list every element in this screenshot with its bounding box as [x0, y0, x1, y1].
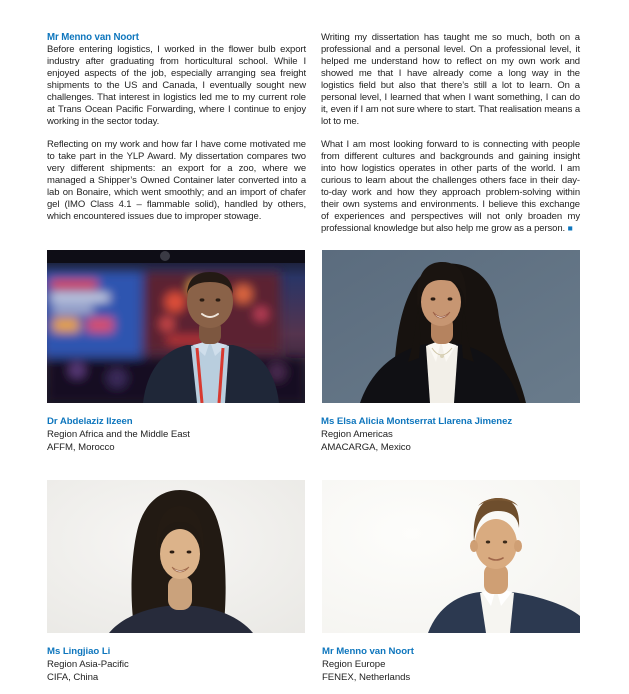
portrait-illustration-lingjiao — [47, 480, 305, 633]
profile-name: Ms Lingjiao Li — [47, 646, 111, 657]
article-paragraph: Reflecting on my work and how far I have come motivated me to take part in the YLP Award. My dissertation compares two very different shipments: an export for a zoo, where we managed a Shipper’s Owned Container later converted into a lab on Bonaire, which went smoothly; and an import of chafer gel (IMO Class 4.1 – flammable solid), handled by others, which encountered issues due to improper stowage. — [47, 139, 306, 222]
profile-name: Mr Menno van Noort — [322, 646, 414, 657]
profile-name: Ms Elsa Alicia Montserrat Llarena Jimenez — [321, 416, 513, 427]
profile-region: Region Africa and the Middle East — [47, 429, 190, 440]
portrait-illustration-menno — [322, 480, 580, 633]
profile-org: FENEX, Netherlands — [322, 672, 411, 683]
profile-org: CIFA, China — [47, 672, 99, 683]
article-paragraph: Before entering logistics, I worked in the flower bulb export industry after graduating from horticultural school. While I enjoyed aspects of the job, especially arranging sea freight shipments to the US and Canada, I eventually sought new challenges. That interest in logistics led me to my current role at Trans Ocean Pacific Forwarding, where I continue to enjoy working in the sector today. — [47, 44, 306, 127]
profile-region: Region Americas — [321, 429, 393, 440]
portrait-illustration-abdelaziz — [47, 250, 305, 403]
article-left-column — [47, 32, 306, 223]
caption-lingjiao — [47, 645, 309, 684]
article-right-column — [321, 32, 580, 235]
profile-name: Dr Abdelaziz Ilzeen — [47, 416, 133, 427]
profile-region: Region Asia-Pacific — [47, 659, 129, 670]
profile-photo-abdelaziz — [47, 250, 305, 403]
caption-menno — [322, 645, 584, 684]
profile-photo-menno — [322, 480, 580, 633]
article-paragraph: Writing my dissertation has taught me so much, both on a professional and a personal level. On a professional level, it helped me understand how to reflect on my own work and showed me that I have already come a long way in the logistics field but also that there’s still a lot to learn. On a personal level, I learned that when I want something, I can do it, even if I am not sure where to start. That realisation means a lot to me. — [321, 32, 580, 127]
portrait-illustration-elsa — [322, 250, 580, 403]
profile-region: Region Europe — [322, 659, 386, 670]
article-paragraph: What I am most looking forward to is connecting with people from different cultures and backgrounds and gaining insight into how logistics operates in other parts of the world. I am curious to learn about the challenges others face in their day-to-day work and how they approach problem-solving within their own systems and environments. I believe this exchange of experiences and perspectives will not only broaden my professional knowledge but also help me grow as a person. ■ — [321, 139, 580, 234]
article-end-mark: ■ — [567, 222, 573, 233]
caption-abdelaziz — [47, 415, 309, 454]
profile-org: AMACARGA, Mexico — [321, 442, 411, 453]
caption-elsa — [321, 415, 583, 454]
profile-org: AFFM, Morocco — [47, 442, 115, 453]
article-heading: Mr Menno van Noort — [47, 32, 139, 43]
profile-photo-lingjiao — [47, 480, 305, 633]
profile-photo-elsa — [322, 250, 580, 403]
